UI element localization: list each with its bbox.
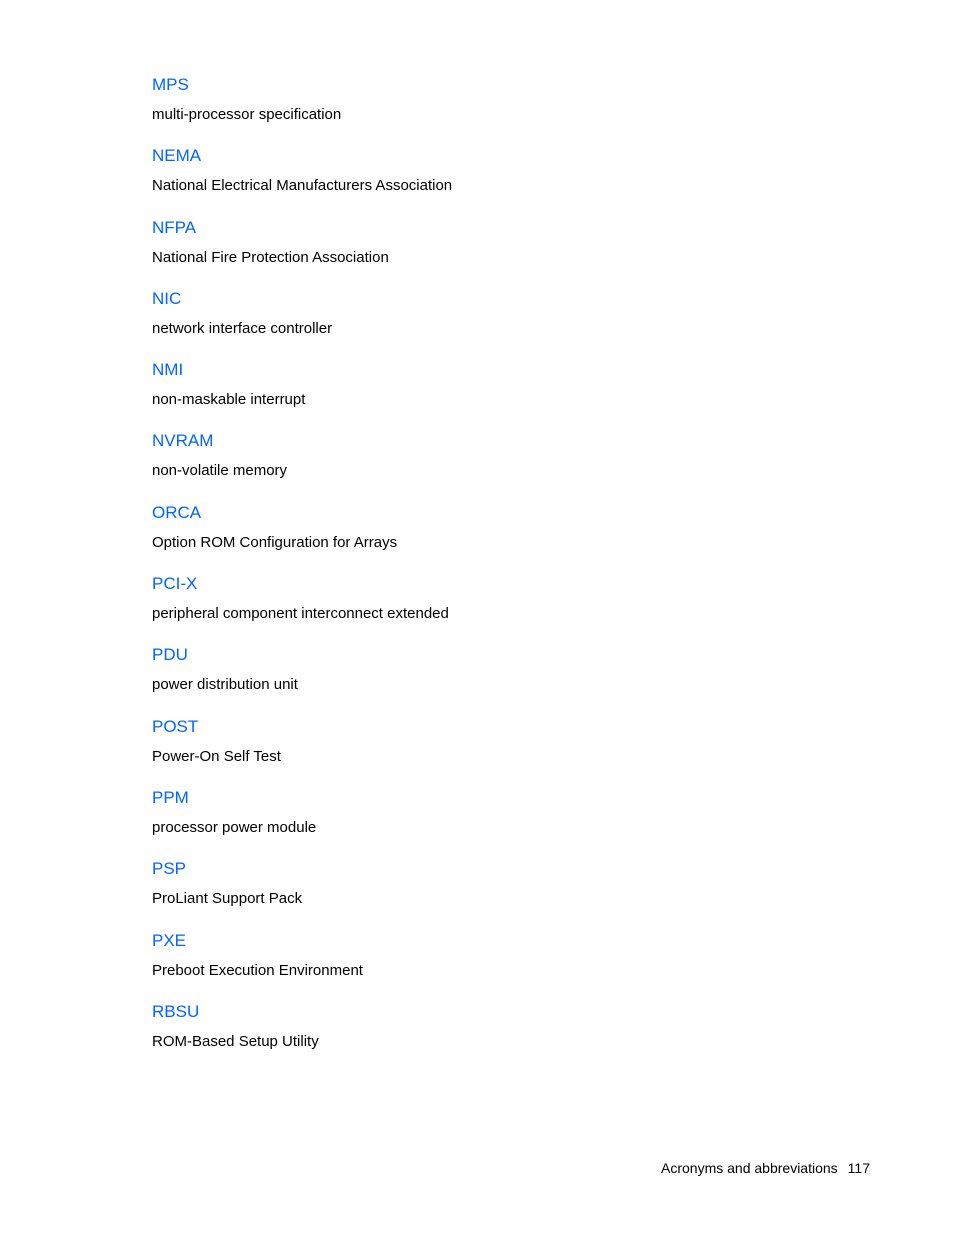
term-definition: non-volatile memory — [152, 462, 288, 480]
term-definition: Option ROM Configuration for Arrays — [152, 533, 398, 551]
glossary-entry-post — [152, 716, 852, 787]
term-link[interactable]: PXE — [152, 930, 187, 950]
term-definition: Power-On Self Test — [152, 747, 281, 765]
glossary-entry-nvram — [152, 430, 852, 501]
glossary-entry-ppm — [152, 787, 852, 858]
term-definition: Preboot Execution Environment — [152, 961, 363, 979]
glossary-entry-rbsu — [152, 1001, 852, 1072]
term-link[interactable]: NMI — [152, 360, 184, 380]
glossary-entry-nmi — [152, 359, 852, 430]
glossary-entry-nfpa — [152, 217, 852, 288]
term-definition: processor power module — [152, 818, 317, 836]
term-link[interactable]: ORCA — [152, 502, 202, 522]
term-definition: ROM-Based Setup Utility — [152, 1032, 319, 1050]
term-link[interactable]: PSP — [152, 859, 187, 879]
term-definition: power distribution unit — [152, 676, 298, 694]
term-link[interactable]: NVRAM — [152, 431, 214, 451]
term-definition: peripheral component interconnect extended — [152, 605, 449, 623]
glossary-entry-pxe — [152, 930, 852, 1001]
term-definition: National Electrical Manufacturers Association — [152, 177, 453, 195]
term-link[interactable]: NIC — [152, 288, 182, 308]
term-definition: multi-processor specification — [152, 106, 342, 123]
term-link[interactable]: RBSU — [152, 1001, 200, 1021]
page-footer — [661, 1158, 870, 1178]
glossary-list — [152, 74, 852, 1072]
glossary-entry-orca — [152, 502, 852, 573]
term-link[interactable]: PDU — [152, 645, 188, 665]
glossary-entry-psp — [152, 858, 852, 929]
term-link[interactable]: MPS — [152, 75, 189, 94]
footer-section-title: Acronyms and abbreviations — [661, 1160, 838, 1176]
term-link[interactable]: PPM — [152, 787, 189, 807]
page-number: 117 — [847, 1160, 870, 1176]
term-definition: non-maskable interrupt — [152, 391, 306, 409]
glossary-entry-nema — [152, 145, 852, 216]
term-definition: ProLiant Support Pack — [152, 890, 303, 908]
glossary-entry-mps — [152, 74, 852, 145]
term-definition: National Fire Protection Association — [152, 248, 389, 266]
term-definition: network interface controller — [152, 319, 333, 337]
glossary-entry-nic — [152, 288, 852, 359]
glossary-entry-pdu — [152, 644, 852, 715]
term-link[interactable]: POST — [152, 716, 199, 736]
term-link[interactable]: NFPA — [152, 217, 197, 237]
term-link[interactable]: NEMA — [152, 146, 202, 166]
glossary-entry-pci-x — [152, 573, 852, 644]
term-link[interactable]: PCI-X — [152, 574, 198, 594]
